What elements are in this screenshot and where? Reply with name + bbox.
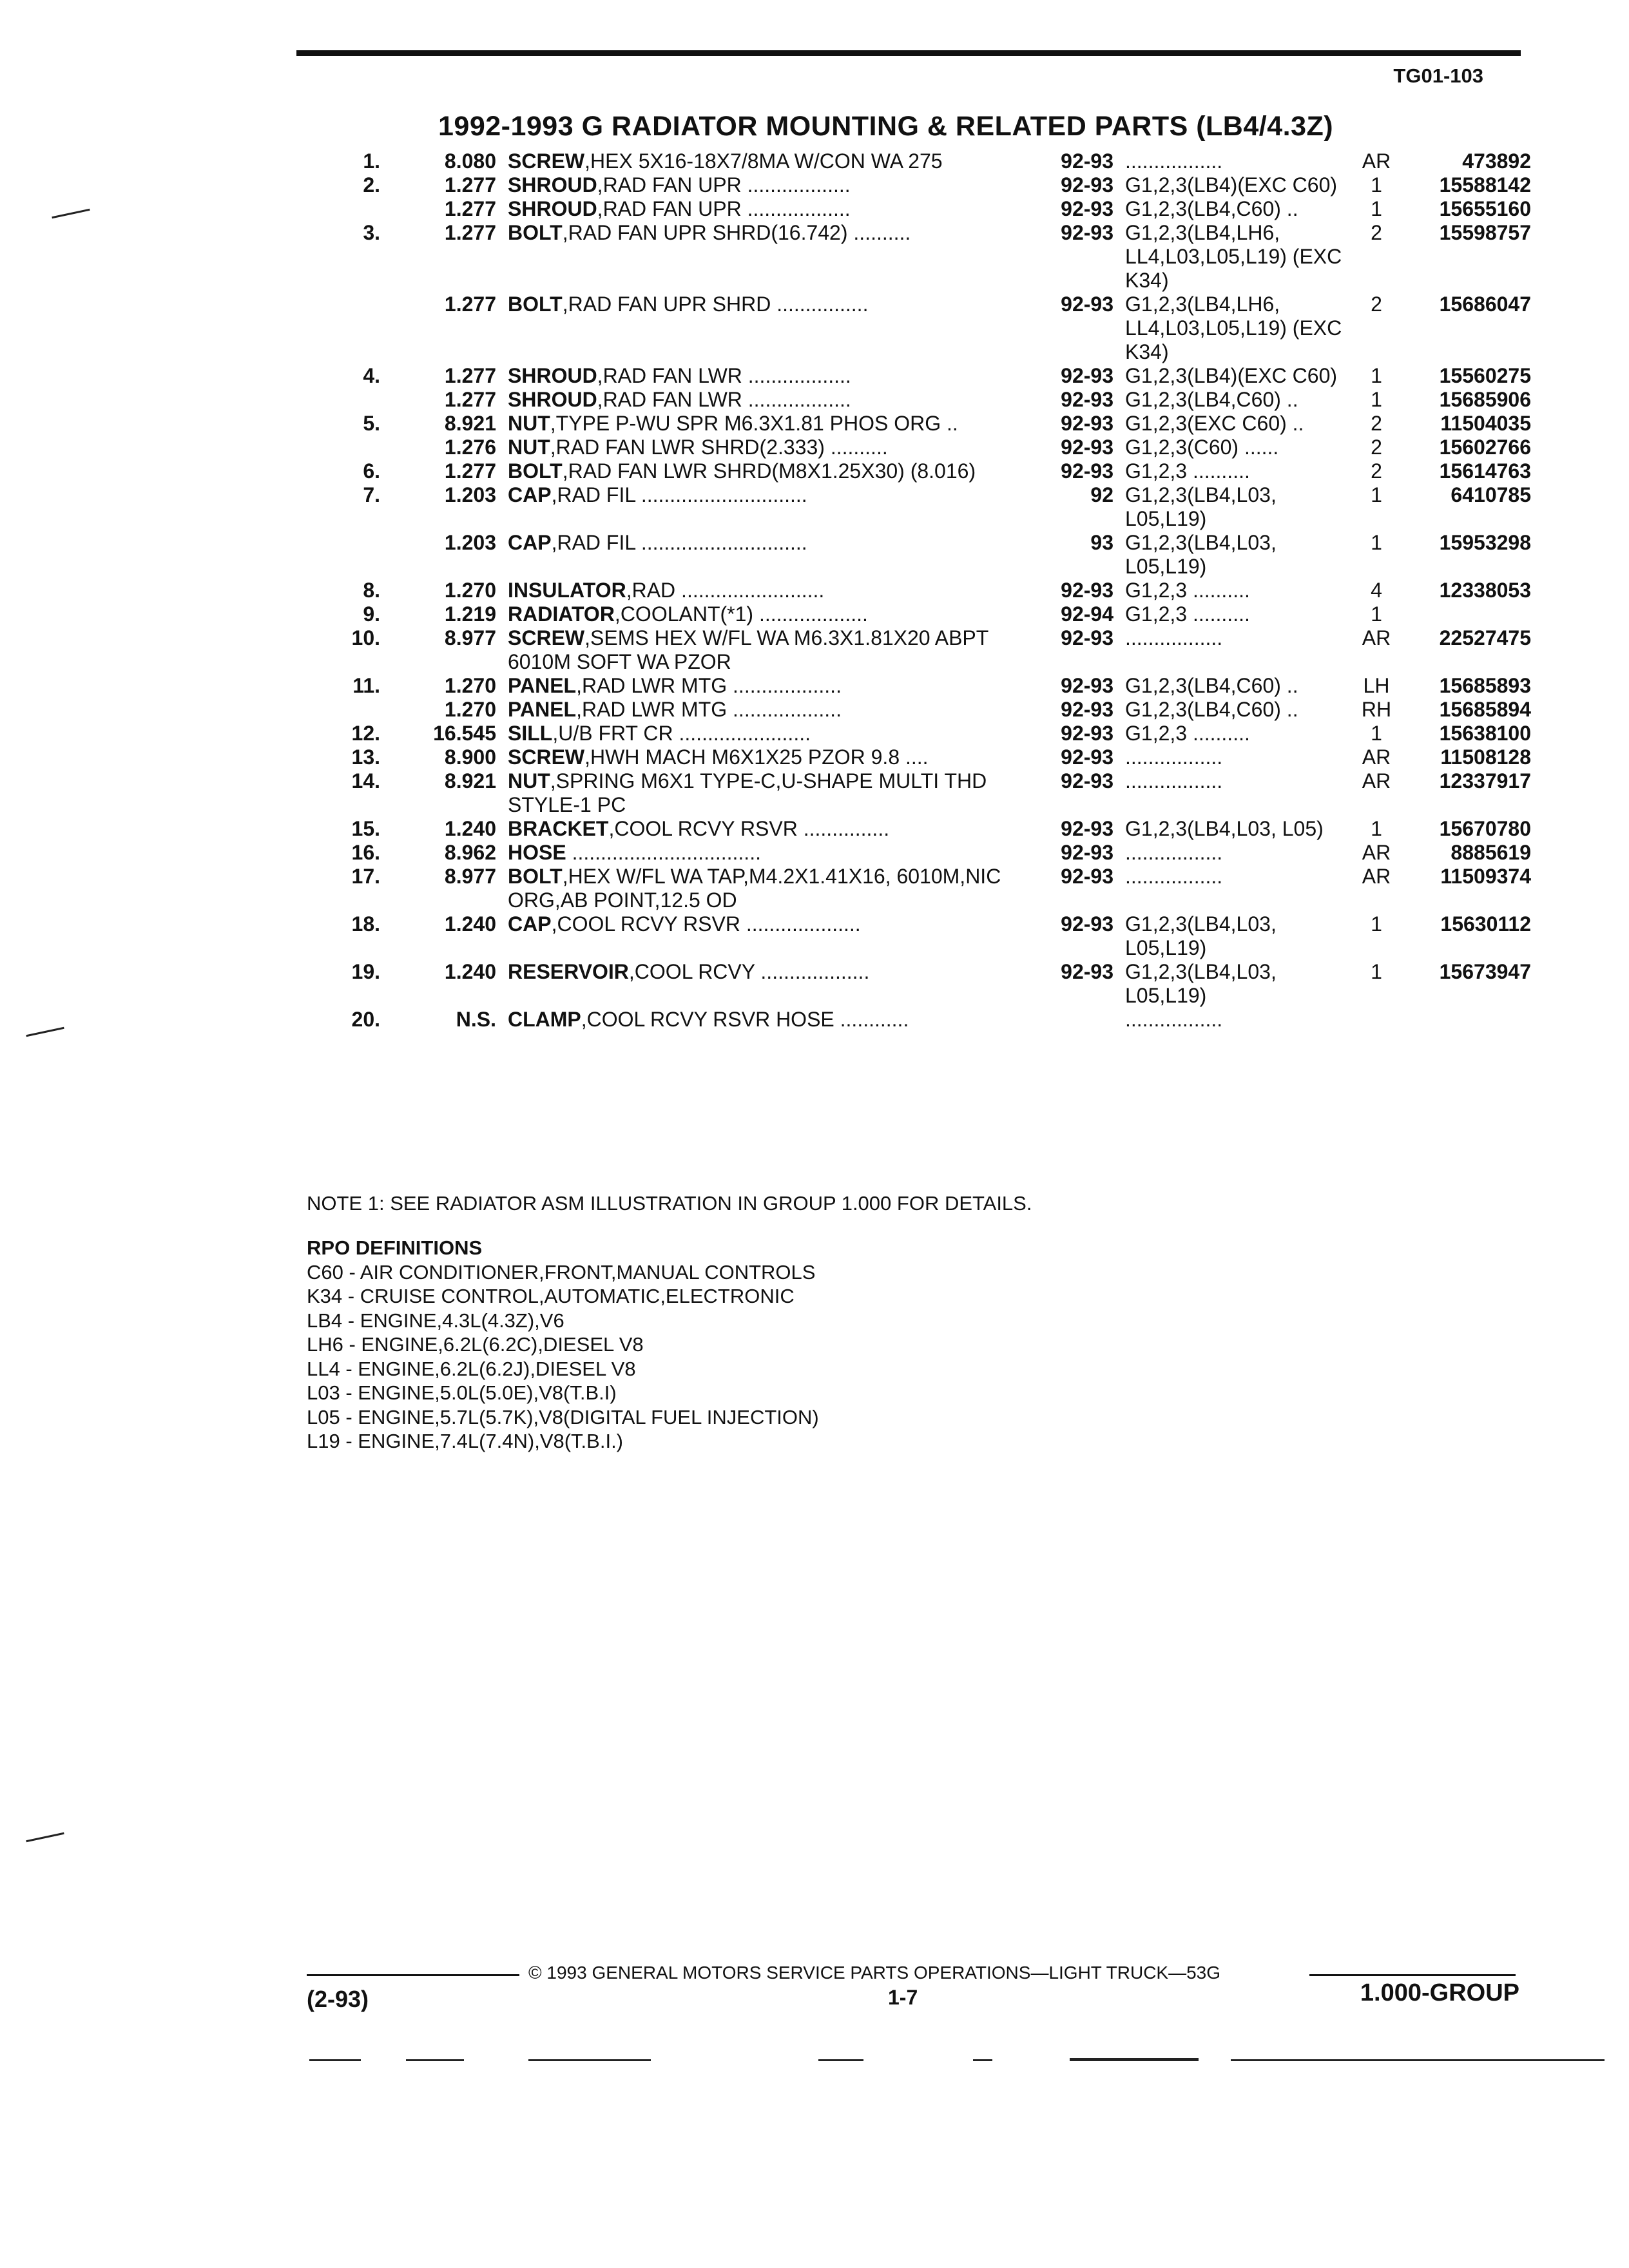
part-spec: ,COOLANT(*1) ...................: [614, 602, 868, 626]
scan-mark: [818, 2059, 863, 2061]
part-description: [508, 817, 1030, 841]
part-row: [335, 197, 1572, 221]
item-number: 18.: [351, 912, 380, 936]
quantity: 1: [1371, 173, 1382, 197]
part-spec: ,HWH MACH M6X1X25 PZOR 9.8 ....: [584, 745, 929, 769]
part-spec: ,RAD .........................: [626, 579, 825, 602]
parts-list: [335, 149, 1572, 1032]
usage: .................: [1125, 865, 1223, 888]
group-number: 1.203: [444, 483, 496, 506]
part-row: [335, 626, 1572, 674]
model-years: 92-93: [1061, 221, 1113, 244]
model-years: 92-93: [1061, 173, 1113, 197]
part-number: 15673947: [1439, 960, 1531, 983]
scan-mark: [406, 2059, 464, 2061]
usage: G1,2,3 ..........: [1125, 459, 1250, 483]
part-number: 15560275: [1439, 364, 1531, 387]
usage: G1,2,3 ..........: [1125, 602, 1250, 626]
usage: .................: [1125, 149, 1223, 173]
part-row: [335, 674, 1572, 698]
usage: .................: [1125, 769, 1223, 793]
group-number: 8.977: [444, 626, 496, 649]
rpo-item: L19 - ENGINE,7.4L(7.4N),V8(T.B.I.): [307, 1430, 624, 1452]
part-description: [508, 221, 1030, 245]
group-number: 1.276: [444, 436, 496, 459]
part-description: [508, 173, 1030, 197]
part-row: [335, 531, 1572, 579]
model-years: 92-93: [1061, 841, 1113, 864]
part-row: [335, 436, 1572, 459]
quantity: AR: [1362, 149, 1391, 173]
usage: G1,2,3(LB4)(EXC C60): [1125, 364, 1338, 387]
part-number: 15588142: [1439, 173, 1531, 197]
revision-date: (2-93): [307, 1986, 369, 2012]
usage: G1,2,3(LB4,C60) ..: [1125, 197, 1298, 220]
part-row: [335, 698, 1572, 722]
footer-rule-right: [1309, 1974, 1516, 1976]
group-number: 8.921: [444, 769, 496, 793]
part-spec: ,RAD FAN UPR ..................: [597, 197, 851, 220]
part-description: [508, 602, 1030, 626]
part-name: BOLT: [508, 865, 563, 888]
usage: G1,2,3(LB4,L03, L05,L19): [1125, 531, 1282, 578]
quantity: 1: [1371, 388, 1382, 411]
part-row: [335, 579, 1572, 602]
quantity: 1: [1371, 602, 1382, 626]
part-description: [508, 722, 1030, 745]
part-description: [508, 579, 1030, 602]
part-number: 11504035: [1440, 412, 1531, 435]
group-number: 1.277: [444, 221, 496, 244]
quantity: AR: [1362, 841, 1391, 864]
part-description: [508, 388, 1030, 412]
part-name: PANEL: [508, 698, 577, 721]
rpo-item: LL4 - ENGINE,6.2L(6.2J),DIESEL V8: [307, 1357, 636, 1380]
usage: G1,2,3(LB4,C60) ..: [1125, 388, 1298, 411]
part-number: 11508128: [1440, 745, 1531, 769]
rpo-item: C60 - AIR CONDITIONER,FRONT,MANUAL CONTROLS: [307, 1260, 816, 1283]
footer-rule-left: [307, 1974, 519, 1976]
group-number: 1.277: [444, 293, 496, 316]
group-number: 1.277: [444, 459, 496, 483]
part-number: 15685906: [1439, 388, 1531, 411]
group-number: 1.203: [444, 531, 496, 554]
part-name: SILL: [508, 722, 553, 745]
rpo-item: LB4 - ENGINE,4.3L(4.3Z),V6: [307, 1309, 564, 1332]
group-number: 1.277: [444, 364, 496, 387]
usage: G1,2,3 ..........: [1125, 722, 1250, 745]
group-number: 1.240: [444, 817, 496, 840]
part-row: [335, 865, 1572, 912]
part-description: [508, 459, 1030, 483]
usage: .................: [1125, 745, 1223, 769]
part-description: [508, 436, 1030, 459]
usage: G1,2,3(C60) ......: [1125, 436, 1279, 459]
part-number: 22527475: [1439, 626, 1531, 649]
group-number: 8.977: [444, 865, 496, 888]
item-number: 2.: [363, 173, 380, 197]
part-name: CAP: [508, 483, 552, 506]
group-number: 16.545: [433, 722, 496, 745]
part-row: [335, 841, 1572, 865]
part-number: 12338053: [1439, 579, 1531, 602]
group-number: 1.270: [444, 698, 496, 721]
part-name: PANEL: [508, 674, 577, 697]
group-number: 8.080: [444, 149, 496, 173]
quantity: 1: [1371, 817, 1382, 840]
scan-mark: [528, 2059, 651, 2061]
part-number: 15953298: [1439, 531, 1531, 554]
part-number: 15614763: [1439, 459, 1531, 483]
part-spec: ,RAD FAN LWR ..................: [597, 388, 851, 411]
model-years: 92-93: [1061, 412, 1113, 435]
part-name: NUT: [508, 412, 550, 435]
group-label: 1.000-GROUP: [1360, 1979, 1519, 2006]
rpo-item: K34 - CRUISE CONTROL,AUTOMATIC,ELECTRONIC: [307, 1285, 795, 1307]
quantity: AR: [1362, 865, 1391, 888]
part-spec: ,SEMS HEX W/FL WA M6.3X1.81X20 ABPT 6010M SOFT WA PZOR: [508, 626, 994, 673]
page-number: 1-7: [888, 1986, 918, 2009]
usage: G1,2,3(LB4,C60) ..: [1125, 698, 1298, 721]
usage: G1,2,3(LB4,L03, L05,L19): [1125, 483, 1282, 530]
model-years: 92-93: [1061, 436, 1113, 459]
part-name: BOLT: [508, 221, 563, 244]
quantity: 1: [1371, 483, 1382, 506]
part-row: [335, 459, 1572, 483]
part-spec: ,COOL RCVY RSVR ...............: [608, 817, 890, 840]
group-number: 8.900: [444, 745, 496, 769]
group-number: 1.270: [444, 674, 496, 697]
part-description: [508, 531, 1030, 555]
model-years: 92-94: [1061, 602, 1113, 626]
part-spec: ,RAD LWR MTG ...................: [576, 674, 842, 697]
item-number: 4.: [363, 364, 380, 387]
model-years: 92-93: [1061, 960, 1113, 983]
quantity: 1: [1371, 197, 1382, 220]
group-number: 1.270: [444, 579, 496, 602]
group-number: 8.962: [444, 841, 496, 864]
part-spec: ,HEX 5X16-18X7/8MA W/CON WA 275: [584, 149, 943, 173]
part-name: SCREW: [508, 149, 585, 173]
part-row: [335, 912, 1572, 960]
usage: G1,2,3(LB4)(EXC C60): [1125, 173, 1338, 197]
part-description: [508, 1008, 1030, 1032]
part-row: [335, 221, 1572, 293]
part-spec: ,SPRING M6X1 TYPE-C,U-SHAPE MULTI THD STYLE-1 PC: [508, 769, 993, 816]
part-number: 15685894: [1439, 698, 1531, 721]
part-description: [508, 483, 1030, 507]
model-years: 92-93: [1061, 722, 1113, 745]
scan-mark: [1070, 2058, 1199, 2061]
part-description: [508, 293, 1030, 316]
part-number: 15685893: [1439, 674, 1531, 697]
part-name: NUT: [508, 769, 550, 793]
part-description: [508, 745, 1030, 769]
model-years: 92-93: [1061, 912, 1113, 936]
top-rule: [296, 50, 1521, 56]
part-spec: ,TYPE P-WU SPR M6.3X1.81 PHOS ORG ..: [550, 412, 958, 435]
part-name: SHROUD: [508, 388, 597, 411]
quantity: AR: [1362, 626, 1391, 649]
part-number: 8885619: [1451, 841, 1531, 864]
scan-mark: [26, 1832, 64, 1842]
part-description: [508, 698, 1030, 722]
part-row: [335, 293, 1572, 364]
usage: G1,2,3(LB4,LH6, LL4,L03,L05,L19) (EXC K34): [1125, 293, 1348, 363]
part-name: BOLT: [508, 293, 563, 316]
model-years: 92-93: [1061, 293, 1113, 316]
quantity: 1: [1371, 364, 1382, 387]
quantity: AR: [1362, 769, 1391, 793]
group-number: 1.277: [444, 197, 496, 220]
part-description: [508, 197, 1030, 221]
model-years: 92: [1090, 483, 1113, 506]
group-number: 1.277: [444, 173, 496, 197]
part-name: BOLT: [508, 459, 563, 483]
part-row: [335, 602, 1572, 626]
part-row: [335, 364, 1572, 388]
part-description: [508, 912, 1030, 936]
part-row: [335, 388, 1572, 412]
item-number: 20.: [351, 1008, 380, 1031]
part-number: 12337917: [1439, 769, 1531, 793]
group-number: N.S.: [456, 1008, 496, 1031]
part-number: 15638100: [1439, 722, 1531, 745]
group-number: 1.240: [444, 960, 496, 983]
usage: .................: [1125, 1008, 1223, 1031]
rpo-item: LH6 - ENGINE,6.2L(6.2C),DIESEL V8: [307, 1333, 644, 1356]
part-description: [508, 674, 1030, 698]
item-number: 5.: [363, 412, 380, 435]
part-description: [508, 149, 1030, 173]
model-years: 92-93: [1061, 745, 1113, 769]
part-spec: ,RAD FAN LWR SHRD(M8X1.25X30) (8.016): [562, 459, 976, 483]
part-name: RADIATOR: [508, 602, 615, 626]
item-number: 6.: [363, 459, 380, 483]
part-number: 6410785: [1451, 483, 1531, 506]
item-number: 16.: [351, 841, 380, 864]
part-spec: ,RAD LWR MTG ...................: [576, 698, 842, 721]
part-description: [508, 412, 1030, 436]
scan-mark: [26, 1027, 64, 1037]
part-row: [335, 483, 1572, 531]
part-name: CAP: [508, 531, 552, 554]
rpo-definitions: [307, 1236, 819, 1454]
group-number: 8.921: [444, 412, 496, 435]
usage: .................: [1125, 841, 1223, 864]
part-spec: ,RAD FAN LWR ..................: [597, 364, 851, 387]
scan-mark: [309, 2059, 361, 2061]
part-number: 15686047: [1439, 293, 1531, 316]
quantity: 1: [1371, 912, 1382, 936]
model-years: 92-93: [1061, 388, 1113, 411]
part-spec: ,COOL RCVY RSVR ....................: [551, 912, 861, 936]
part-name: NUT: [508, 436, 550, 459]
usage: G1,2,3(LB4,C60) ..: [1125, 674, 1298, 697]
rpo-item: L03 - ENGINE,5.0L(5.0E),V8(T.B.I): [307, 1381, 617, 1404]
item-number: 9.: [363, 602, 380, 626]
part-row: [335, 722, 1572, 745]
usage: G1,2,3(EXC C60) ..: [1125, 412, 1304, 435]
part-name: RESERVOIR: [508, 960, 629, 983]
model-years: 92-93: [1061, 579, 1113, 602]
part-row: [335, 173, 1572, 197]
part-spec: ,RAD FIL .............................: [551, 531, 807, 554]
model-years: 92-93: [1061, 364, 1113, 387]
item-number: 17.: [351, 865, 380, 888]
model-years: 92-93: [1061, 698, 1113, 721]
part-name: SCREW: [508, 626, 585, 649]
item-number: 10.: [351, 626, 380, 649]
part-number: 11509374: [1440, 865, 1531, 888]
part-spec: ,RAD FAN LWR SHRD(2.333) ..........: [550, 436, 888, 459]
rpo-title: RPO DEFINITIONS: [307, 1236, 483, 1259]
page-title: 1992-1993 G RADIATOR MOUNTING & RELATED PARTS (LB4/4.3Z): [438, 111, 1334, 142]
quantity: AR: [1362, 745, 1391, 769]
part-name: SHROUD: [508, 173, 597, 197]
quantity: 2: [1371, 221, 1382, 244]
part-spec: ,RAD FAN UPR ..................: [597, 173, 851, 197]
scan-mark: [1231, 2059, 1605, 2061]
part-row: [335, 745, 1572, 769]
usage: G1,2,3(LB4,L03, L05,L19): [1125, 960, 1282, 1007]
model-years: 92-93: [1061, 197, 1113, 220]
quantity: LH: [1363, 674, 1390, 697]
catalog-code: TG01-103: [1393, 64, 1483, 87]
part-spec: ,RAD FAN UPR SHRD(16.742) ..........: [562, 221, 911, 244]
model-years: 92-93: [1061, 626, 1113, 649]
quantity: 1: [1371, 531, 1382, 554]
part-spec: ,COOL RCVY RSVR HOSE ............: [581, 1008, 909, 1031]
model-years: 92-93: [1061, 459, 1113, 483]
part-name: INSULATOR: [508, 579, 626, 602]
quantity: 4: [1371, 579, 1382, 602]
rpo-item: L05 - ENGINE,5.7L(5.7K),V8(DIGITAL FUEL INJECTION): [307, 1405, 819, 1428]
quantity: 1: [1371, 722, 1382, 745]
item-number: 13.: [351, 745, 380, 769]
model-years: 92-93: [1061, 769, 1113, 793]
item-number: 1.: [363, 149, 380, 173]
part-name: HOSE: [508, 841, 566, 864]
quantity: 2: [1371, 412, 1382, 435]
item-number: 3.: [363, 221, 380, 244]
item-number: 12.: [351, 722, 380, 745]
part-row: [335, 149, 1572, 173]
part-description: [508, 769, 1030, 817]
model-years: 93: [1090, 531, 1113, 554]
part-number: 15655160: [1439, 197, 1531, 220]
item-number: 7.: [363, 483, 380, 506]
item-number: 19.: [351, 960, 380, 983]
part-description: [508, 865, 1030, 912]
part-row: [335, 817, 1572, 841]
quantity: 2: [1371, 459, 1382, 483]
usage: G1,2,3 ..........: [1125, 579, 1250, 602]
part-number: 15598757: [1439, 221, 1531, 244]
part-name: BRACKET: [508, 817, 609, 840]
part-description: [508, 364, 1030, 388]
part-description: [508, 841, 1030, 865]
scan-mark: [973, 2059, 992, 2061]
copyright: © 1993 GENERAL MOTORS SERVICE PARTS OPERATIONS—LIGHT TRUCK—53G: [528, 1963, 1221, 1983]
part-row: [335, 412, 1572, 436]
part-name: SHROUD: [508, 197, 597, 220]
item-number: 8.: [363, 579, 380, 602]
part-spec: ,U/B FRT CR .......................: [552, 722, 811, 745]
part-name: SHROUD: [508, 364, 597, 387]
part-name: SCREW: [508, 745, 585, 769]
part-number: 473892: [1462, 149, 1531, 173]
usage: G1,2,3(LB4,L03, L05): [1125, 817, 1324, 840]
group-number: 1.240: [444, 912, 496, 936]
part-row: [335, 769, 1572, 817]
item-number: 15.: [351, 817, 380, 840]
usage: G1,2,3(LB4,LH6, LL4,L03,L05,L19) (EXC K34): [1125, 221, 1348, 292]
group-number: 1.277: [444, 388, 496, 411]
usage: .................: [1125, 626, 1223, 649]
part-name: CAP: [508, 912, 552, 936]
part-number: 15670780: [1439, 817, 1531, 840]
group-number: 1.219: [444, 602, 496, 626]
part-number: 15602766: [1439, 436, 1531, 459]
model-years: 92-93: [1061, 817, 1113, 840]
note-text: NOTE 1: SEE RADIATOR ASM ILLUSTRATION IN GROUP 1.000 FOR DETAILS.: [307, 1192, 1032, 1215]
scan-mark: [52, 209, 90, 218]
part-description: [508, 626, 1030, 674]
part-spec: ,RAD FAN UPR SHRD ................: [562, 293, 869, 316]
part-spec: ,RAD FIL .............................: [551, 483, 807, 506]
quantity: 1: [1371, 960, 1382, 983]
model-years: 92-93: [1061, 149, 1113, 173]
quantity: RH: [1361, 698, 1392, 721]
part-spec: ,COOL RCVY ...................: [628, 960, 870, 983]
part-description: [508, 960, 1030, 984]
usage: G1,2,3(LB4,L03, L05,L19): [1125, 912, 1282, 959]
part-row: [335, 1008, 1572, 1032]
part-name: CLAMP: [508, 1008, 581, 1031]
model-years: 92-93: [1061, 865, 1113, 888]
part-number: 15630112: [1440, 912, 1531, 936]
model-years: 92-93: [1061, 674, 1113, 697]
quantity: 2: [1371, 293, 1382, 316]
part-row: [335, 960, 1572, 1008]
part-spec: ,HEX W/FL WA TAP,M4.2X1.41X16, 6010M,NIC ORG,AB POINT,12.5 OD: [508, 865, 1007, 912]
quantity: 2: [1371, 436, 1382, 459]
part-spec: .................................: [566, 841, 761, 864]
item-number: 14.: [351, 769, 380, 793]
item-number: 11.: [352, 674, 380, 697]
